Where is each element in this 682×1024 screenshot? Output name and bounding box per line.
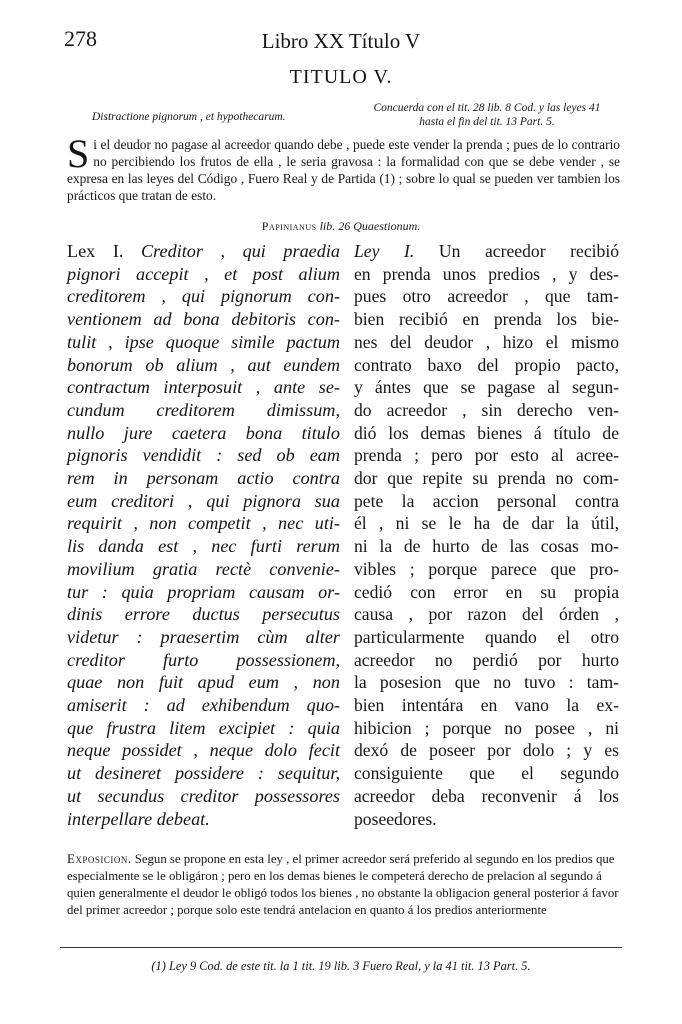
spanish-line-text: acreedor deba reconvenir á los bbox=[354, 785, 619, 806]
latin-line-text: dinis errore ductus persecutus bbox=[67, 604, 340, 625]
source-attribution bbox=[0, 219, 682, 234]
spanish-line-text: bien recibió en prenda los bie- bbox=[354, 309, 619, 330]
latin-line-text: tur : quia propriam causam or- bbox=[67, 581, 340, 602]
latin-line-text: creditor furto possessionem, bbox=[67, 649, 340, 670]
source-author: Papinianus bbox=[261, 219, 317, 233]
latin-line-text: movilium gratia rectè convenie- bbox=[67, 558, 340, 579]
latin-line bbox=[67, 649, 340, 672]
latin-line-text: nullo jure caetera bona titulo bbox=[67, 422, 340, 443]
spanish-line bbox=[354, 263, 619, 286]
intro-text: i el deudor no pagase al acreedor quando debe , puede este vender la prenda ; pues de lo contrario no percibiendo los frutos de ella , le seria gravosa : la formalidad con que se debe vender , se expresa en las leyes del Código , Fuero Real y de Partida (1) ; sobre lo qual se pueden ver tambien los prácticos que tratan de esto. bbox=[67, 137, 620, 203]
spanish-line-text: contrato baxo del propio pacto, bbox=[354, 354, 619, 375]
latin-line bbox=[67, 581, 340, 604]
title-subtitle: Distractione pignorum , et hypothecarum. bbox=[92, 111, 286, 123]
spanish-line-text: en prenda unos predios , y des- bbox=[354, 263, 619, 284]
spanish-line-text: dió los demas bienes á título de bbox=[354, 422, 619, 443]
exposicion-paragraph bbox=[67, 851, 620, 919]
latin-line-text: neque possidet , neque dolo fecit bbox=[67, 740, 340, 761]
spanish-line bbox=[354, 739, 619, 762]
latin-law-number: Lex I. bbox=[67, 241, 124, 261]
latin-line-text: tulit , ipse quoque simile pactum bbox=[67, 331, 340, 352]
drop-cap: S bbox=[67, 131, 90, 176]
spanish-line bbox=[354, 308, 619, 331]
spanish-line bbox=[354, 581, 619, 604]
spanish-law-number: Ley I. bbox=[354, 241, 415, 261]
latin-line bbox=[67, 331, 340, 354]
latin-line bbox=[67, 263, 340, 286]
spanish-line-text: causa , por razon del órden , bbox=[354, 604, 619, 625]
title-heading: TITULO V. bbox=[289, 66, 393, 88]
spanish-line-text: hibicion ; porque no posee , ni bbox=[354, 717, 619, 738]
spanish-line-text: bien intentára en vano la ex- bbox=[354, 695, 619, 716]
concordance-line: Concuerda con el tit. 28 lib. 8 Cod. y las leyes 41 bbox=[373, 102, 601, 114]
latin-line-text: videtur : praesertim cùm alter bbox=[67, 626, 340, 647]
latin-line-text: interpellare debeat. bbox=[67, 808, 210, 829]
spanish-line-text: consiguiente que el segundo bbox=[354, 763, 619, 784]
latin-column bbox=[67, 240, 340, 830]
latin-line bbox=[67, 399, 340, 422]
spanish-line bbox=[354, 285, 619, 308]
latin-line-text: rem in personam actio contra bbox=[67, 468, 340, 489]
latin-line bbox=[67, 694, 340, 717]
page-number: 278 bbox=[64, 26, 97, 51]
spanish-line bbox=[354, 444, 619, 467]
spanish-line-text: Un acreedor recibió bbox=[414, 241, 620, 261]
latin-line bbox=[67, 354, 340, 377]
spanish-line-text: la posesion que no tuvo : tam- bbox=[354, 672, 619, 693]
latin-line bbox=[67, 535, 340, 558]
spanish-line bbox=[354, 626, 619, 649]
latin-line bbox=[67, 785, 340, 808]
latin-line bbox=[67, 490, 340, 513]
spanish-line-text: dexó de poseer por dolo ; y es bbox=[354, 740, 619, 761]
latin-line bbox=[67, 603, 340, 626]
spanish-line bbox=[354, 467, 619, 490]
latin-line bbox=[67, 626, 340, 649]
latin-line-text: que frustra litem excipiet : quia bbox=[67, 717, 340, 738]
spanish-line-text: cedió con error en su propia bbox=[354, 581, 619, 602]
latin-line bbox=[67, 512, 340, 535]
latin-line-text: contractum interposuit , ante se- bbox=[67, 377, 340, 398]
spanish-line-text: él , ni se le ha de dar la útil, bbox=[354, 513, 619, 534]
spanish-line bbox=[354, 785, 619, 808]
spanish-line bbox=[354, 240, 619, 263]
latin-line-text: lis danda est , nec furti rerum bbox=[67, 536, 340, 557]
spanish-line-text: dor que repite su prenda no com- bbox=[354, 468, 619, 489]
latin-line-text: amiserit : ad exhibendum quo- bbox=[67, 695, 340, 716]
latin-line-text: ut secundus creditor possessores bbox=[67, 785, 340, 806]
spanish-line bbox=[354, 694, 619, 717]
latin-line-text: eum creditori , qui pignora sua bbox=[67, 490, 340, 511]
latin-line-text: creditorem , qui pignorum con- bbox=[67, 286, 340, 307]
spanish-line bbox=[354, 422, 619, 445]
footnote: (1) Ley 9 Cod. de este tit. la 1 tit. 19 lib. 3 Fuero Real, y la 41 tit. 13 Part. 5. bbox=[151, 959, 531, 973]
latin-line bbox=[67, 762, 340, 785]
spanish-line-text: nes del deudor , hizo el mismo bbox=[354, 331, 619, 352]
latin-line-text: Creditor , qui praedia bbox=[123, 241, 340, 261]
spanish-line-text: y ántes que se pagase al segun- bbox=[354, 377, 619, 398]
spanish-line bbox=[354, 490, 619, 513]
spanish-line bbox=[354, 808, 619, 831]
spanish-line-text: ni la de hurto de las cosas mo- bbox=[354, 536, 619, 557]
latin-line bbox=[67, 671, 340, 694]
spanish-line bbox=[354, 717, 619, 740]
spanish-line bbox=[354, 376, 619, 399]
latin-line bbox=[67, 422, 340, 445]
latin-line bbox=[67, 558, 340, 581]
spanish-line bbox=[354, 558, 619, 581]
spanish-line bbox=[354, 331, 619, 354]
spanish-column bbox=[354, 240, 619, 830]
latin-line-text: quae non fuit apud eum , non bbox=[67, 672, 340, 693]
spanish-line bbox=[354, 671, 619, 694]
footnote-divider bbox=[60, 947, 622, 948]
source-work: Quaestionum. bbox=[353, 219, 421, 233]
latin-line-text: pignoris vendidit : sed ob eam bbox=[67, 445, 340, 466]
latin-line bbox=[67, 467, 340, 490]
latin-line-text: pignori accepit , et post alium bbox=[67, 263, 340, 284]
running-head: Libro XX Título V bbox=[261, 29, 421, 53]
latin-line bbox=[67, 739, 340, 762]
spanish-line-text: vibles ; porque parece que pro- bbox=[354, 558, 619, 579]
source-book: lib. 26 bbox=[316, 219, 354, 233]
latin-line bbox=[67, 285, 340, 308]
latin-line-text: requirit , non competit , nec uti- bbox=[67, 513, 340, 534]
latin-line bbox=[67, 240, 340, 263]
exposicion-label: Exposicion. bbox=[67, 852, 132, 866]
concordance-note bbox=[351, 101, 623, 129]
spanish-line bbox=[354, 762, 619, 785]
spanish-line-text: poseedores. bbox=[354, 808, 437, 829]
spanish-line-text: prenda ; pero por esto al acree- bbox=[354, 445, 619, 466]
spanish-line bbox=[354, 603, 619, 626]
latin-line bbox=[67, 444, 340, 467]
intro-paragraph bbox=[67, 131, 620, 204]
exposicion-text: Segun se propone en esta ley , el primer acreedor será preferido al segundo en los predios que especialmente se le obligáron ; pero en los demas bienes le competerá derecho de prelacion al segundo á quien generalmente el deudor le obligó todos los bienes , no obstante la obligacion general posterior á favor del primer acreedor ; porque solo este tendrá antelacion en quanto á los predios anteriormente bbox=[67, 852, 619, 917]
latin-line bbox=[67, 808, 340, 831]
spanish-line bbox=[354, 649, 619, 672]
spanish-line-text: pues otro acreedor , que tam- bbox=[354, 286, 619, 307]
spanish-line bbox=[354, 512, 619, 535]
spanish-line-text: acreedor no perdió por hurto bbox=[354, 649, 619, 670]
spanish-line bbox=[354, 354, 619, 377]
spanish-line-text: particularmente quando el otro bbox=[354, 626, 619, 647]
latin-line bbox=[67, 717, 340, 740]
latin-line-text: cundum creditorem dimissum, bbox=[67, 399, 340, 420]
spanish-line-text: do acreedor , sin derecho ven- bbox=[354, 399, 619, 420]
latin-line bbox=[67, 376, 340, 399]
latin-line-text: ventionem ad bona debitoris con- bbox=[67, 309, 340, 330]
concordance-line: hasta el fin del tit. 13 Part. 5. bbox=[419, 116, 555, 128]
latin-line-text: ut desineret possidere : sequitur, bbox=[67, 763, 340, 784]
latin-line-text: bonorum ob alium , aut eundem bbox=[67, 354, 340, 375]
spanish-line bbox=[354, 399, 619, 422]
spanish-line-text: pete la accion personal contra bbox=[354, 490, 619, 511]
latin-line bbox=[67, 308, 340, 331]
spanish-line bbox=[354, 535, 619, 558]
